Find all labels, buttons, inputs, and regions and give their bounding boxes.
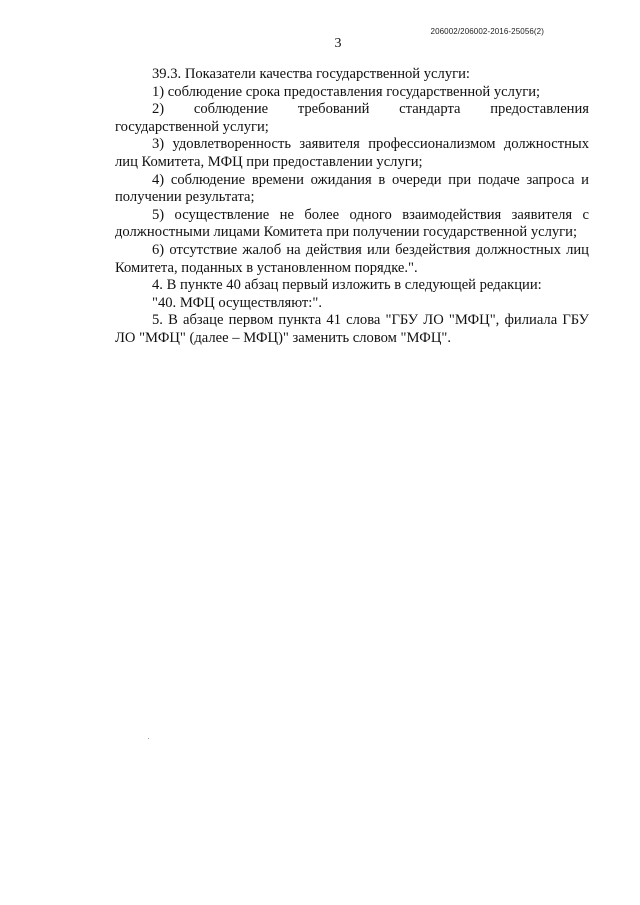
paragraph-item-4: 4) соблюдение времени ожидания в очереди при подаче запроса и получении результата; [115, 171, 589, 206]
scan-speck [148, 738, 149, 739]
paragraph-amendment-4: 4. В пункте 40 абзац первый изложить в следующей редакции: [152, 277, 542, 294]
paragraph-item-1: 1) соблюдение срока предоставления государственной услуги; [152, 83, 541, 100]
document-body [115, 66, 589, 348]
paragraph-item-6: 6) отсутствие жалоб на действия или бездействия должностных лиц Комитета, поданных в установленном порядке.". [115, 241, 589, 276]
paragraph-item-2: 2) соблюдение требований стандарта предоставления государственной услуги; [115, 101, 589, 135]
document-id: 206002/206002-2016-25056(2) [430, 27, 544, 36]
paragraph-quality-indicators: 39.3. Показатели качества государственной услуги: [152, 66, 470, 82]
paragraph-item-3: 3) удовлетворенность заявителя профессионализмом должностных лиц Комитета, МФЦ при предоставлении услуги; [115, 136, 589, 170]
paragraph-item-5: 5) осуществление не более одного взаимодействия заявителя с должностными лицами Комитета при получении государственной услуги; [115, 206, 589, 241]
page-number: 3 [334, 36, 342, 51]
paragraph-amendment-5: 5. В абзаце первом пункта 41 слова "ГБУ ЛО "МФЦ", филиала ГБУ ЛО "МФЦ" (далее – МФЦ)" заменить словом "МФЦ". [115, 312, 589, 346]
paragraph-amendment-4-text: "40. МФЦ осуществляют:". [152, 294, 322, 311]
